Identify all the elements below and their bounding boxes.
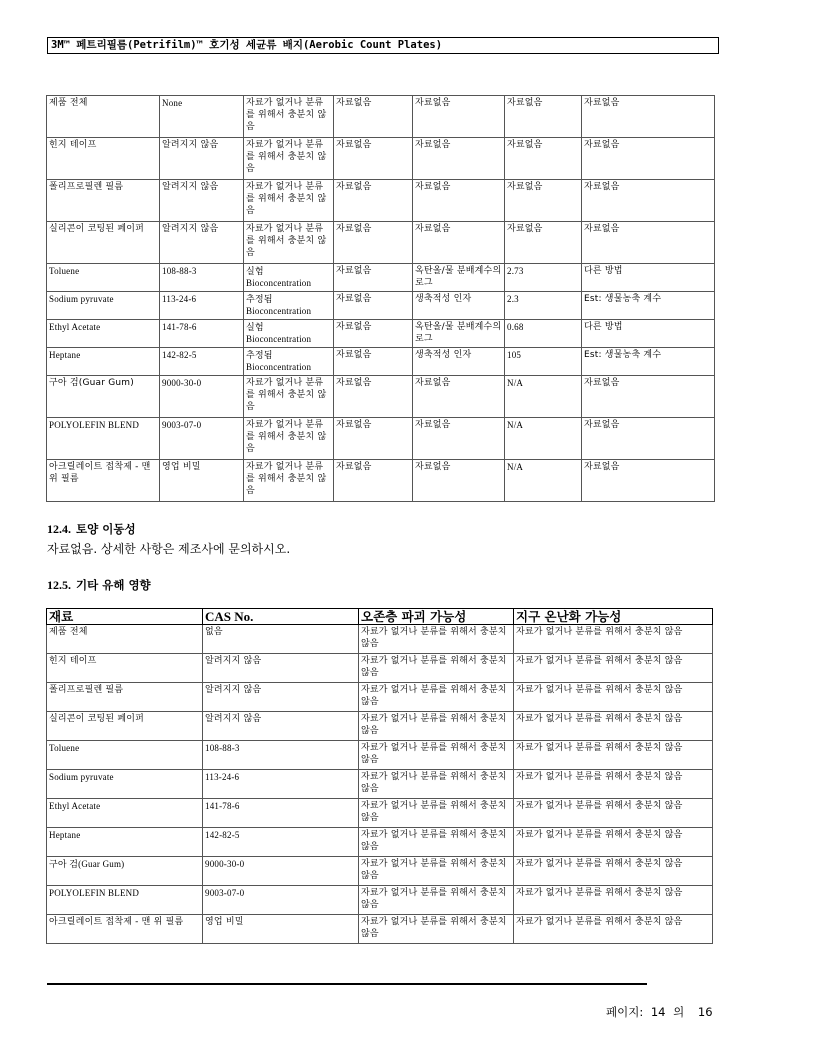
cell-protocol: 자료없음 — [582, 222, 715, 264]
cell-material: Toluene — [47, 741, 203, 770]
cell-protocol: 자료없음 — [582, 96, 715, 138]
cell-cas-no: 알려지지 않음 — [203, 654, 359, 683]
cell-test-value: N/A — [505, 376, 582, 418]
table-row — [47, 264, 715, 292]
cell-test-value: 자료없음 — [505, 222, 582, 264]
table-row — [47, 712, 713, 741]
cell-study-result: 자료없음 — [413, 460, 505, 502]
total-pages: 16 — [697, 1005, 713, 1019]
cell-test-value: 105 — [505, 348, 582, 376]
cell-test-species: 자료없음 — [334, 292, 413, 320]
cell-cas-no: 108-88-3 — [160, 264, 244, 292]
cell-global-warming: 자료가 없거나 분류를 위해서 충분치 않음 — [514, 799, 713, 828]
table-row — [47, 292, 715, 320]
table-row — [47, 799, 713, 828]
cell-cas-no: 142-82-5 — [160, 348, 244, 376]
bioaccumulation-table — [46, 95, 715, 502]
cell-global-warming: 자료가 없거나 분류를 위해서 충분치 않음 — [514, 741, 713, 770]
column-header-gwp: 지구 온난화 가능성 — [514, 609, 713, 625]
cell-ozone-depletion: 자료가 없거나 분류를 위해서 충분치 않음 — [359, 683, 514, 712]
cell-ozone-depletion: 자료가 없거나 분류를 위해서 충분치 않음 — [359, 741, 514, 770]
cell-test-species: 자료없음 — [334, 376, 413, 418]
cell-ozone-depletion: 자료가 없거나 분류를 위해서 충분치 않음 — [359, 828, 514, 857]
cell-cas-no: 9000-30-0 — [203, 857, 359, 886]
table-row — [47, 138, 715, 180]
cell-test-value: N/A — [505, 418, 582, 460]
cell-ozone-depletion: 자료가 없거나 분류를 위해서 충분치 않음 — [359, 625, 514, 654]
section-title: 토양 이동성 — [76, 522, 136, 536]
cell-test-type: 자료가 없거나 분류를 위해서 충분치 않음 — [244, 418, 334, 460]
table-row — [47, 828, 713, 857]
cell-material: POLYOLEFIN BLEND — [47, 418, 160, 460]
cell-test-species: 자료없음 — [334, 96, 413, 138]
page-label: 페이지: — [606, 1005, 644, 1019]
cell-material: 실리콘이 코팅된 페이퍼 — [47, 222, 160, 264]
cell-test-type: 자료가 없거나 분류를 위해서 충분치 않음 — [244, 376, 334, 418]
cell-global-warming: 자료가 없거나 분류를 위해서 충분치 않음 — [514, 828, 713, 857]
cell-cas-no: 알려지지 않음 — [203, 712, 359, 741]
cell-test-type: 자료가 없거나 분류를 위해서 충분치 않음 — [244, 222, 334, 264]
cell-cas-no: 113-24-6 — [203, 770, 359, 799]
cell-global-warming: 자료가 없거나 분류를 위해서 충분치 않음 — [514, 886, 713, 915]
document-header-title: 3M™ 페트리필름(Petrifilm)™ 호기성 세균류 배지(Aerobic Count Plates) — [47, 37, 719, 54]
cell-protocol: 자료없음 — [582, 180, 715, 222]
cell-test-species: 자료없음 — [334, 320, 413, 348]
cell-test-value: N/A — [505, 460, 582, 502]
cell-test-species: 자료없음 — [334, 460, 413, 502]
cell-test-species: 자료없음 — [334, 180, 413, 222]
cell-material: 폴리프로필렌 필름 — [47, 683, 203, 712]
table-row — [47, 625, 713, 654]
cell-cas-no: None — [160, 96, 244, 138]
section-12-5-heading — [47, 577, 151, 593]
cell-cas-no: 없음 — [203, 625, 359, 654]
cell-material: 아크릴레이트 접착제 - 맨 위 필름 — [47, 915, 203, 944]
cell-global-warming: 자료가 없거나 분류를 위해서 충분치 않음 — [514, 683, 713, 712]
column-header-ozone: 오존층 파괴 가능성 — [359, 609, 514, 625]
cell-cas-no: 영업 비밀 — [203, 915, 359, 944]
table-row — [47, 96, 715, 138]
table-row — [47, 886, 713, 915]
table-row — [47, 418, 715, 460]
table-row — [47, 683, 713, 712]
cell-global-warming: 자료가 없거나 분류를 위해서 충분치 않음 — [514, 915, 713, 944]
cell-study-result: 자료없음 — [413, 376, 505, 418]
cell-cas-no: 9003-07-0 — [203, 886, 359, 915]
cell-study-result: 자료없음 — [413, 180, 505, 222]
cell-test-value: 2.73 — [505, 264, 582, 292]
cell-material: 아크릴레이트 접착제 - 맨 위 필름 — [47, 460, 160, 502]
cell-protocol: 자료없음 — [582, 460, 715, 502]
cell-material: Sodium pyruvate — [47, 770, 203, 799]
cell-protocol: 다른 방법 — [582, 320, 715, 348]
cell-material: 힌지 테이프 — [47, 138, 160, 180]
cell-global-warming: 자료가 없거나 분류를 위해서 충분치 않음 — [514, 857, 713, 886]
cell-test-value: 자료없음 — [505, 138, 582, 180]
cell-test-type: 자료가 없거나 분류를 위해서 충분치 않음 — [244, 138, 334, 180]
cell-cas-no: 141-78-6 — [160, 320, 244, 348]
cell-test-type: 추정됨 Bioconcentration — [244, 348, 334, 376]
cell-material: Ethyl Acetate — [47, 320, 160, 348]
cell-study-result: 자료없음 — [413, 138, 505, 180]
cell-test-type: 자료가 없거나 분류를 위해서 충분치 않음 — [244, 460, 334, 502]
cell-material: 실리콘이 코팅된 페이퍼 — [47, 712, 203, 741]
section-12-4-heading — [47, 521, 136, 537]
footer-divider — [47, 983, 647, 985]
table-row — [47, 348, 715, 376]
table-row — [47, 376, 715, 418]
cell-cas-no: 113-24-6 — [160, 292, 244, 320]
cell-global-warming: 자료가 없거나 분류를 위해서 충분치 않음 — [514, 770, 713, 799]
cell-test-type: 자료가 없거나 분류를 위해서 충분치 않음 — [244, 96, 334, 138]
cell-cas-no: 영업 비밀 — [160, 460, 244, 502]
cell-protocol: 자료없음 — [582, 418, 715, 460]
cell-protocol: Est: 생물농축 계수 — [582, 292, 715, 320]
cell-test-value: 2.3 — [505, 292, 582, 320]
table-row — [47, 915, 713, 944]
cell-material: Sodium pyruvate — [47, 292, 160, 320]
cell-test-type: 추정됨 Bioconcentration — [244, 292, 334, 320]
cell-protocol: Est: 생물농축 계수 — [582, 348, 715, 376]
cell-test-value: 0.68 — [505, 320, 582, 348]
section-title: 기타 유해 영향 — [76, 578, 151, 592]
cell-study-result: 자료없음 — [413, 418, 505, 460]
cell-test-type: 자료가 없거나 분류를 위해서 충분치 않음 — [244, 180, 334, 222]
cell-material: Ethyl Acetate — [47, 799, 203, 828]
table-row — [47, 654, 713, 683]
cell-material: Heptane — [47, 828, 203, 857]
cell-global-warming: 자료가 없거나 분류를 위해서 충분치 않음 — [514, 712, 713, 741]
cell-material: 폴리프로필렌 필름 — [47, 180, 160, 222]
section-number: 12.5. — [47, 578, 71, 592]
cell-global-warming: 자료가 없거나 분류를 위해서 충분치 않음 — [514, 654, 713, 683]
cell-global-warming: 자료가 없거나 분류를 위해서 충분치 않음 — [514, 625, 713, 654]
cell-study-result: 생축적성 인자 — [413, 292, 505, 320]
cell-protocol: 다른 방법 — [582, 264, 715, 292]
cell-ozone-depletion: 자료가 없거나 분류를 위해서 충분치 않음 — [359, 915, 514, 944]
cell-ozone-depletion: 자료가 없거나 분류를 위해서 충분치 않음 — [359, 799, 514, 828]
cell-test-type: 실험 Bioconcentration — [244, 264, 334, 292]
cell-material: 구아 검(Guar Gum) — [47, 376, 160, 418]
section-12-4-text: 자료없음. 상세한 사항은 제조사에 문의하시오. — [47, 542, 291, 556]
cell-cas-no: 9003-07-0 — [160, 418, 244, 460]
cell-cas-no: 알려지지 않음 — [160, 180, 244, 222]
cell-test-species: 자료없음 — [334, 418, 413, 460]
cell-cas-no: 141-78-6 — [203, 799, 359, 828]
cell-cas-no: 9000-30-0 — [160, 376, 244, 418]
table-row — [47, 180, 715, 222]
cell-material: 제품 전체 — [47, 625, 203, 654]
cell-study-result: 옥탄올/물 분배계수의 로그 — [413, 264, 505, 292]
cell-test-species: 자료없음 — [334, 348, 413, 376]
section-number: 12.4. — [47, 522, 71, 536]
cell-protocol: 자료없음 — [582, 138, 715, 180]
cell-material: 힌지 테이프 — [47, 654, 203, 683]
other-adverse-effects-table — [46, 608, 713, 944]
cell-ozone-depletion: 자료가 없거나 분류를 위해서 충분치 않음 — [359, 712, 514, 741]
cell-ozone-depletion: 자료가 없거나 분류를 위해서 충분치 않음 — [359, 654, 514, 683]
cell-ozone-depletion: 자료가 없거나 분류를 위해서 충분치 않음 — [359, 770, 514, 799]
cell-study-result: 자료없음 — [413, 222, 505, 264]
current-page: 14 — [650, 1005, 666, 1019]
cell-test-value: 자료없음 — [505, 96, 582, 138]
cell-ozone-depletion: 자료가 없거나 분류를 위해서 충분치 않음 — [359, 857, 514, 886]
cell-study-result: 자료없음 — [413, 96, 505, 138]
table-row — [47, 222, 715, 264]
cell-cas-no: 알려지지 않음 — [203, 683, 359, 712]
cell-ozone-depletion: 자료가 없거나 분류를 위해서 충분치 않음 — [359, 886, 514, 915]
cell-material: Toluene — [47, 264, 160, 292]
cell-cas-no: 알려지지 않음 — [160, 138, 244, 180]
cell-material: POLYOLEFIN BLEND — [47, 886, 203, 915]
cell-material: 제품 전체 — [47, 96, 160, 138]
cell-study-result: 생축적성 인자 — [413, 348, 505, 376]
table-row — [47, 770, 713, 799]
cell-protocol: 자료없음 — [582, 376, 715, 418]
column-header-cas: CAS No. — [203, 609, 359, 625]
cell-material: Heptane — [47, 348, 160, 376]
cell-test-species: 자료없음 — [334, 222, 413, 264]
cell-test-species: 자료없음 — [334, 138, 413, 180]
cell-study-result: 옥탄올/물 분배계수의 로그 — [413, 320, 505, 348]
cell-test-type: 실험 Bioconcentration — [244, 320, 334, 348]
cell-material: 구아 검(Guar Gum) — [47, 857, 203, 886]
table-row — [47, 460, 715, 502]
page-number — [606, 1004, 717, 1020]
table-row — [47, 741, 713, 770]
cell-test-value: 자료없음 — [505, 180, 582, 222]
table-row — [47, 857, 713, 886]
column-header-material: 재료 — [47, 609, 203, 625]
page-of: 의 — [673, 1005, 685, 1019]
cell-cas-no: 142-82-5 — [203, 828, 359, 857]
cell-test-species: 자료없음 — [334, 264, 413, 292]
table-row — [47, 320, 715, 348]
cell-cas-no: 108-88-3 — [203, 741, 359, 770]
cell-cas-no: 알려지지 않음 — [160, 222, 244, 264]
